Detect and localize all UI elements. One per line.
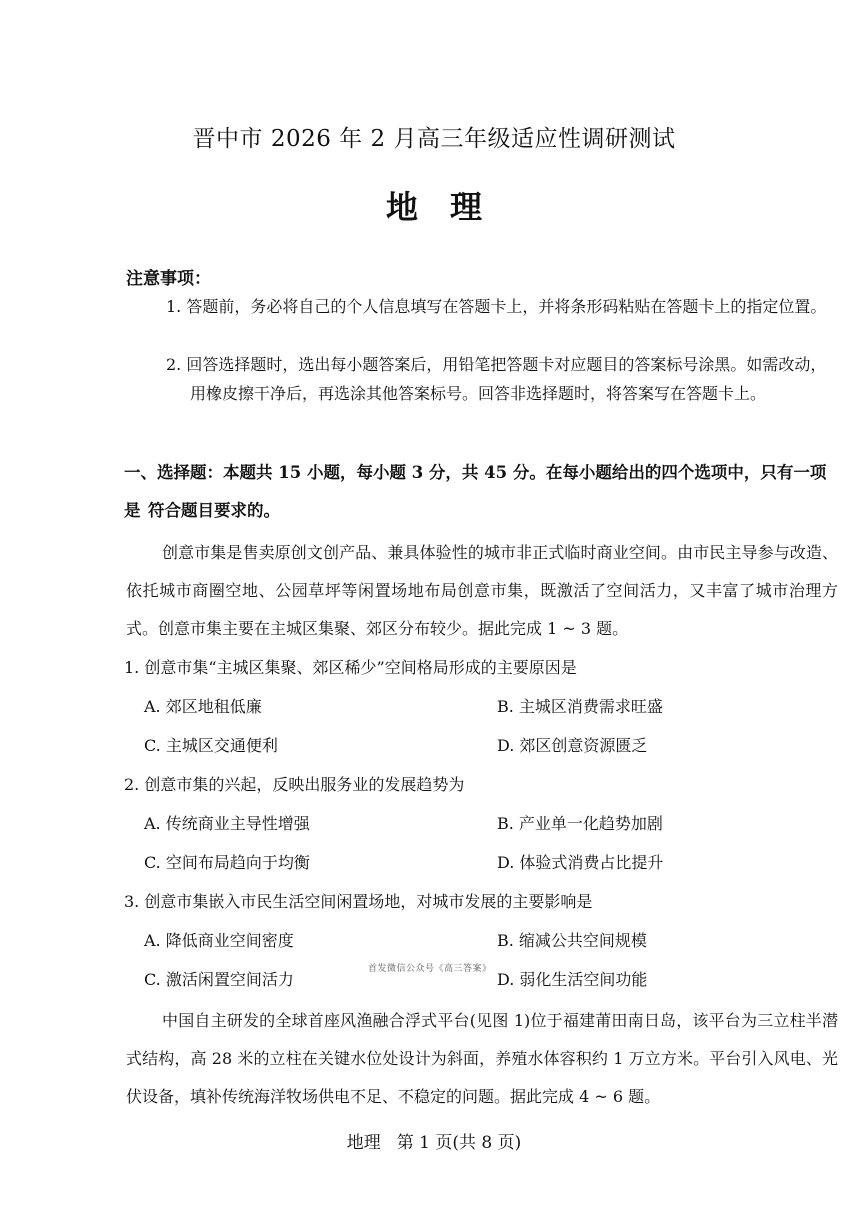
notes-heading: 注意事项：: [126, 269, 211, 289]
footer-page-number: 第 1 页(共 8 页): [396, 1133, 522, 1153]
question-1-option-d: D. 郊区创意资源匮乏: [497, 736, 648, 755]
section-heading-line2: 符合题目要求的。: [148, 501, 280, 520]
subject-title: 地理: [385, 188, 514, 226]
question-3-option-c: C. 激活闲置空间活力: [144, 970, 294, 989]
question-2-stem: 2. 创意市集的兴起，反映出服务业的发展趋势为: [124, 775, 465, 794]
question-2-option-a: A. 传统商业主导性增强: [144, 814, 310, 833]
note-item-2: 2. 回答选择题时，选出每小题答案后，用铅笔把答题卡对应题目的答案标号涂黑。如需改动，用橡皮擦干净后，再选涂其他答案标号。回答非选择题时，将答案写在答题卡上。: [166, 355, 827, 403]
question-3-option-b: B. 缩减公共空间规模: [497, 931, 647, 950]
question-1-option-c: C. 主城区交通便利: [144, 736, 278, 755]
question-2-option-d: D. 体验式消费占比提升: [497, 853, 664, 872]
question-2-option-b: B. 产业单一化趋势加剧: [497, 814, 663, 833]
question-1-stem: 1. 创意市集“主城区集聚、郊区稀少”空间格局形成的主要原因是: [124, 658, 577, 677]
footer-subject: 地理: [346, 1133, 381, 1153]
question-3-stem: 3. 创意市集嵌入市民生活空间闲置场地，对城市发展的主要影响是: [124, 892, 593, 911]
section-heading-line1: 一、选择题：本题共 15 小题，每小题 3 分，共 45 分。在每小题给出的四个选项中，只有一项是: [124, 463, 827, 520]
exam-title: 晋中市 2026 年 2 月高三年级适应性调研测试: [192, 126, 676, 152]
watermark-text: 首发微信公众号《高三答案》: [368, 964, 492, 974]
passage-2: 中国自主研发的全球首座风渔融合浮式平台(见图 1)位于福建莆田南日岛，该平台为三立柱半潜式结构，高 28 米的立柱在关键水位处设计为斜面，养殖水体容积约 1 万立方米。平台引入风电、光伏设备，填补传统海洋牧场供电不足、不稳定的问题。据此完成 4 ~ 6 题。: [126, 1011, 838, 1106]
question-1-option-b: B. 主城区消费需求旺盛: [497, 697, 663, 716]
passage-1: 创意市集是售卖原创文创产品、兼具体验性的城市非正式临时商业空间。由市民主导参与改造、依托城市商圈空地、公园草坪等闲置场地布局创意市集，既激活了空间活力，又丰富了城市治理方式。创意市集主要在主城区集聚、郊区分布较少。据此完成 1 ~ 3 题。: [126, 543, 838, 638]
question-1-option-a: A. 郊区地租低廉: [144, 697, 262, 716]
page-footer: [0, 1128, 868, 1153]
question-3-option-a: A. 降低商业空间密度: [144, 931, 294, 950]
note-item-1: 1. 答题前，务必将自己的个人信息填写在答题卡上，并将条形码粘贴在答题卡上的指定位置。: [166, 297, 827, 316]
question-2-option-c: C. 空间布局趋向于均衡: [144, 853, 310, 872]
question-3-option-d: D. 弱化生活空间功能: [497, 970, 648, 989]
